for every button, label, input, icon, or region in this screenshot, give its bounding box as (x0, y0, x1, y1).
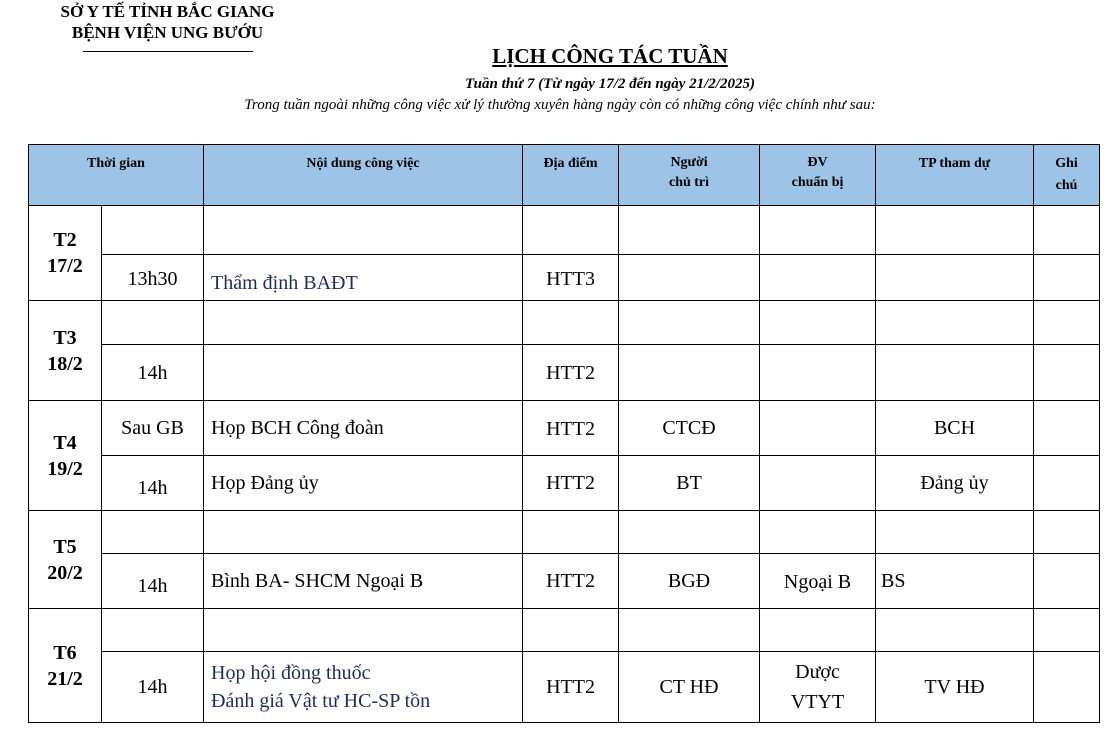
time-cell (102, 206, 204, 255)
host-cell (619, 255, 760, 301)
org-parent-name: SỞ Y TẾ TỈNH BẮC GIANG (60, 2, 275, 21)
day-cell: T3 18/2 (29, 301, 102, 401)
attendees-cell: TV HĐ (876, 652, 1034, 723)
prep-cell (760, 345, 876, 401)
attendees-cell (876, 511, 1034, 554)
location-cell (523, 301, 619, 345)
prep-cell (760, 456, 876, 511)
time-cell: Sau GB (102, 401, 204, 456)
content-cell: Họp hội đồng thuốc Đánh giá Vật tư HC-SP tồn (204, 652, 523, 723)
table-header-row (29, 145, 1100, 206)
table-row (29, 401, 1100, 456)
note-cell (1034, 554, 1100, 609)
attendees-cell: Đảng ủy (876, 456, 1034, 511)
location-cell (523, 511, 619, 554)
intro-text: Trong tuần ngoài những công việc xử lý thường xuyên hàng ngày còn có những công việc chính như sau: (244, 97, 876, 113)
col-header-note: Ghi chú (1034, 145, 1100, 206)
col-header-prep-unit: ĐV chuẩn bị (760, 145, 876, 206)
location-cell: HTT2 (523, 554, 619, 609)
host-cell: CT HĐ (619, 652, 760, 723)
location-cell: HTT2 (523, 456, 619, 511)
prep-cell: Ngoại B (760, 554, 876, 609)
prep-cell: Dược VTYT (760, 652, 876, 723)
host-cell (619, 206, 760, 255)
attendees-cell (876, 206, 1034, 255)
table-row (29, 345, 1100, 401)
content-cell: Họp Đảng ủy (204, 456, 523, 511)
attendees-cell: BS (876, 554, 1034, 609)
location-cell: HTT2 (523, 652, 619, 723)
content-cell (204, 206, 523, 255)
attendees-cell: BCH (876, 401, 1034, 456)
note-cell (1034, 511, 1100, 554)
prep-cell (760, 255, 876, 301)
weekly-schedule-table (28, 144, 1100, 723)
note-cell (1034, 345, 1100, 401)
note-cell (1034, 652, 1100, 723)
prep-cell (760, 609, 876, 652)
col-header-time: Thời gian (29, 145, 204, 206)
location-cell: HTT3 (523, 255, 619, 301)
note-cell (1034, 609, 1100, 652)
table-row (29, 206, 1100, 255)
host-cell (619, 301, 760, 345)
host-cell (619, 511, 760, 554)
host-cell (619, 609, 760, 652)
col-header-host: Người chủ trì (619, 145, 760, 206)
note-cell (1034, 255, 1100, 301)
day-cell: T6 21/2 (29, 609, 102, 723)
table-row (29, 301, 1100, 345)
time-cell: 14h (102, 456, 204, 511)
note-cell (1034, 456, 1100, 511)
note-cell (1034, 301, 1100, 345)
time-cell: 14h (102, 652, 204, 723)
col-header-attendees: TP tham dự (876, 145, 1034, 206)
location-cell (523, 609, 619, 652)
location-cell (523, 206, 619, 255)
table-row (29, 456, 1100, 511)
prep-cell (760, 401, 876, 456)
attendees-cell (876, 301, 1034, 345)
week-subtitle: Tuần thứ 7 (Từ ngày 17/2 đến ngày 21/2/2025) (465, 76, 755, 92)
time-cell (102, 609, 204, 652)
location-cell: HTT2 (523, 401, 619, 456)
time-cell: 13h30 (102, 255, 204, 301)
table-row (29, 609, 1100, 652)
host-cell: BT (619, 456, 760, 511)
content-cell (204, 511, 523, 554)
prep-cell (760, 301, 876, 345)
content-cell: Họp BCH Công đoàn (204, 401, 523, 456)
org-divider (83, 51, 253, 52)
day-cell: T4 19/2 (29, 401, 102, 511)
table-row (29, 255, 1100, 301)
note-cell (1034, 401, 1100, 456)
day-cell: T2 17/2 (29, 206, 102, 301)
org-hospital-name: BỆNH VIỆN UNG BƯỚU (71, 23, 264, 42)
time-cell: 14h (102, 345, 204, 401)
prep-cell (760, 511, 876, 554)
table-row (29, 511, 1100, 554)
prep-cell (760, 206, 876, 255)
content-cell (204, 301, 523, 345)
host-cell: BGĐ (619, 554, 760, 609)
content-cell (204, 345, 523, 401)
time-cell (102, 301, 204, 345)
col-header-content: Nội dung công việc (204, 145, 523, 206)
attendees-cell (876, 345, 1034, 401)
day-cell: T5 20/2 (29, 511, 102, 609)
location-cell: HTT2 (523, 345, 619, 401)
table-row (29, 652, 1100, 723)
host-cell: CTCĐ (619, 401, 760, 456)
document-title: LỊCH CÔNG TÁC TUẦN (492, 44, 728, 68)
attendees-cell (876, 609, 1034, 652)
attendees-cell (876, 255, 1034, 301)
content-cell (204, 609, 523, 652)
content-cell: Thẩm định BAĐT (204, 255, 523, 301)
content-cell: Bình BA- SHCM Ngoại B (204, 554, 523, 609)
note-cell (1034, 206, 1100, 255)
table-row (29, 554, 1100, 609)
time-cell (102, 511, 204, 554)
col-header-location: Địa điểm (523, 145, 619, 206)
host-cell (619, 345, 760, 401)
time-cell: 14h (102, 554, 204, 609)
